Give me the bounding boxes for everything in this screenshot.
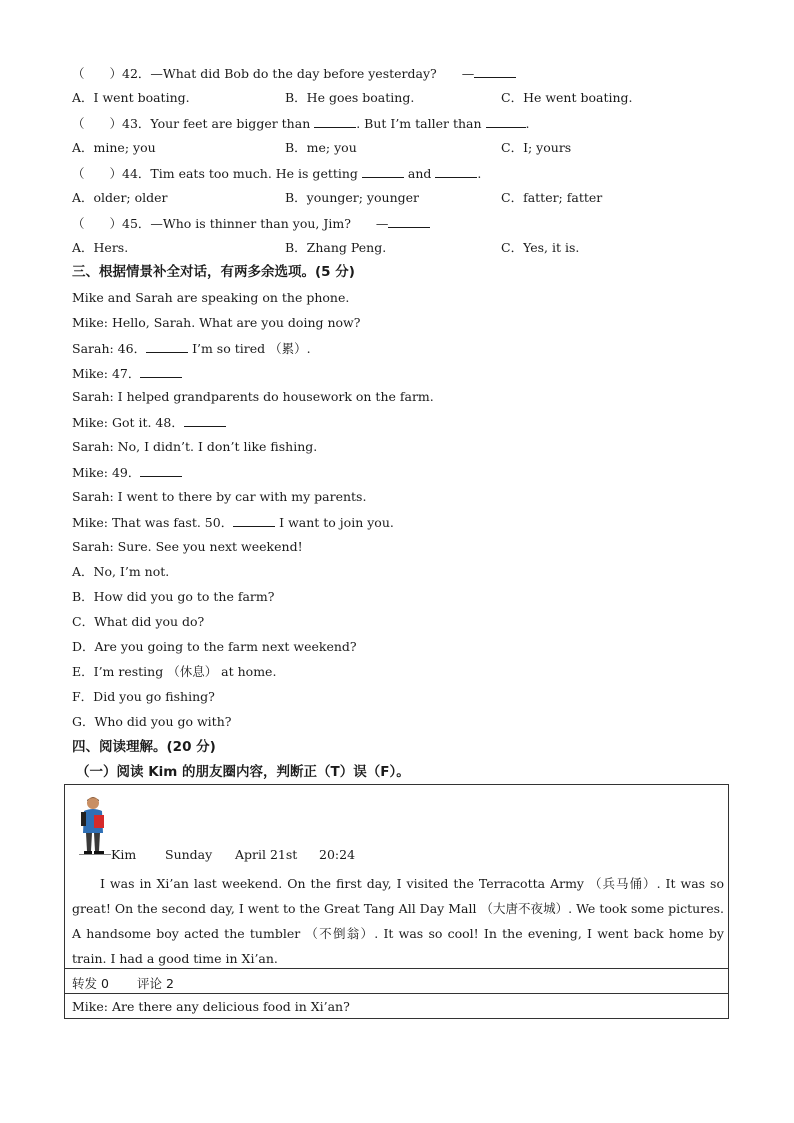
- dialogue-intro: Mike and Sarah are speaking on the phone.: [72, 290, 350, 305]
- comment-reply: Mike: Are there any delicious food in Xi’an?: [72, 999, 350, 1014]
- option-b: B．He goes boating.: [285, 90, 415, 105]
- dialogue-number: Mike: 49．: [72, 465, 141, 480]
- answer-blank: [388, 215, 430, 228]
- forward-count[interactable]: 转发 0: [72, 976, 109, 991]
- answer-blank: [184, 414, 226, 427]
- question-43-stem-end: .: [525, 116, 530, 131]
- dialogue-line: Mike: Hello, Sarah. What are you doing now?: [72, 315, 361, 330]
- question-44-stem: （ ）44．Tim eats too much. He is getting: [72, 166, 362, 181]
- dialogue-line: Sarah: I helped grandparents do housework on the farm.: [72, 389, 434, 404]
- option-c: C．fatter; fatter: [501, 190, 603, 205]
- dialogue-line: [72, 464, 182, 481]
- question-42-stem: （ ）42．—What did Bob do the day before yesterday? —: [72, 66, 475, 81]
- option-c: C．He went boating.: [501, 90, 633, 105]
- dialogue-line: Sarah: I went to there by car with my parents.: [72, 489, 367, 504]
- dialogue-line: Sarah: Sure. See you next weekend!: [72, 539, 303, 554]
- option-item: B．How did you go to the farm?: [72, 589, 275, 604]
- dialogue-line: [72, 365, 182, 382]
- answer-blank: [435, 165, 477, 178]
- social-post-card: [64, 784, 729, 1019]
- divider: [65, 993, 728, 994]
- dialogue-text: I’m so tired （累）.: [188, 341, 311, 356]
- question-43-stem-mid: . But I’m taller than: [356, 116, 486, 131]
- option-item: E．I’m resting （休息） at home.: [72, 664, 277, 679]
- section-3-heading: 三、根据情景补全对话，有两多余选项。(5 分): [72, 264, 355, 280]
- post-text-body: I was in Xi’an last weekend. On the first day, I visited the Terracotta Army （兵马俑）. It was so great! On the second day, I went to the Great Tang All Day Mall （大唐不夜城）. We took some pictures. A handsome boy acted the tumbler （不倒翁）. It was so cool! In the evening, I went back home by train. I had a good time in Xi’an.: [72, 876, 724, 966]
- dialogue-number: Mike: That was fast. 50．: [72, 515, 234, 530]
- dialogue-line: Sarah: No, I didn’t. I don’t like fishing.: [72, 439, 318, 454]
- post-text: [72, 871, 724, 971]
- question-42: [72, 65, 516, 82]
- answer-blank: [362, 165, 404, 178]
- option-a: A．mine; you: [72, 140, 156, 155]
- post-day: Sunday: [165, 847, 213, 862]
- option-a: A．older; older: [72, 190, 168, 205]
- dialogue-number: Mike: 47．: [72, 366, 141, 381]
- question-44-stem-mid: and: [403, 166, 436, 181]
- question-43-stem: （ ）43．Your feet are bigger than: [72, 116, 315, 131]
- option-c: C．Yes, it is.: [501, 240, 580, 255]
- question-45: [72, 215, 430, 232]
- question-45-stem: （ ）45．—Who is thinner than you, Jim? —: [72, 216, 389, 231]
- option-b: B．me; you: [285, 140, 357, 155]
- section-4-heading: 四、阅读理解。(20 分): [72, 739, 216, 755]
- option-item: G．Who did you go with?: [72, 714, 232, 729]
- divider: [65, 968, 728, 969]
- avatar: [75, 795, 111, 855]
- post-time: 20:24: [319, 847, 356, 862]
- post-date: April 21st: [235, 847, 298, 862]
- dialogue-line: [72, 514, 394, 531]
- option-b: B．Zhang Peng.: [285, 240, 387, 255]
- option-b: B．younger; younger: [285, 190, 419, 205]
- question-44: [72, 165, 481, 182]
- dialogue-number: Sarah: 46．: [72, 341, 147, 356]
- dialogue-line: [72, 414, 226, 431]
- option-item: D．Are you going to the farm next weekend?: [72, 639, 357, 654]
- option-item: F．Did you go fishing?: [72, 689, 215, 704]
- option-a: A．I went boating.: [72, 90, 190, 105]
- answer-blank: [140, 365, 182, 378]
- question-44-stem-end: .: [477, 166, 482, 181]
- answer-blank: [233, 514, 275, 527]
- dialogue-text: I want to join you.: [275, 515, 394, 530]
- dialogue-number: Mike: Got it. 48．: [72, 415, 184, 430]
- comment-count[interactable]: 评论 2: [137, 976, 174, 991]
- answer-blank: [314, 115, 356, 128]
- option-item: C．What did you do?: [72, 614, 205, 629]
- option-item: A．No, I’m not.: [72, 564, 170, 579]
- option-c: C．I; yours: [501, 140, 572, 155]
- question-43: [72, 115, 530, 132]
- answer-blank: [486, 115, 526, 128]
- dialogue-line: [72, 340, 311, 357]
- post-author: Kim: [111, 847, 137, 862]
- answer-blank: [474, 65, 516, 78]
- answer-blank: [140, 464, 182, 477]
- option-a: A．Hers.: [72, 240, 129, 255]
- section-4-subheading: （一）阅读 Kim 的朋友圈内容，判断正（T）误（F）。: [76, 764, 410, 780]
- answer-blank: [146, 340, 188, 353]
